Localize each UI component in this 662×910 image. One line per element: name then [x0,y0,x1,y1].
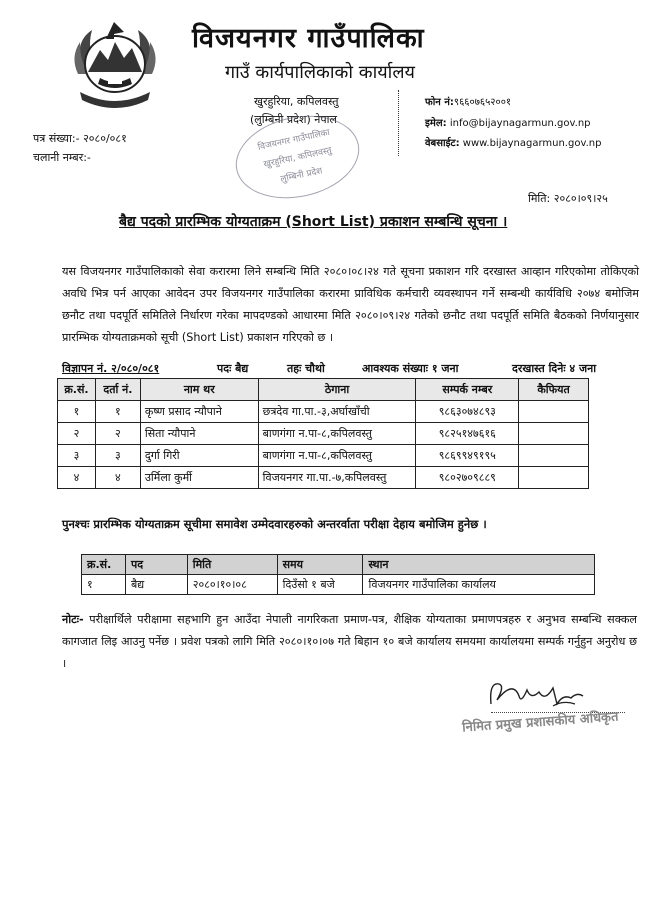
org-name: विजयनगर गाउँपालिका [192,23,425,54]
col-serial: क्र.सं. [58,379,96,401]
email-value: info@bijaynagarmun.gov.np [449,118,591,129]
office-name: गाउँ कार्यपालिकाको कार्यालय [225,62,415,83]
email-label: इमेल: [425,118,447,129]
cell-serial: ३ [58,445,96,467]
col-date: मिति [187,555,277,575]
cell-address: छत्रदेव गा.पा.-३,अर्घाखाँची [258,401,416,423]
address-line-1: खुरहुरिया, कपिलवस्तु [254,95,339,108]
table-row [58,445,589,467]
post-name: पदः बैद्य [217,362,249,375]
col-reg-no: दर्ता नं. [95,379,140,401]
cell-name: कृष्ण प्रसाद न्यौपाने [140,401,258,423]
interview-table [81,554,595,595]
seal-line-1: विजयनगर गाउँपालिका [257,127,331,153]
col-remarks: कैफियत [519,379,589,401]
note-text: परीक्षार्थिले परीक्षामा सहभागि हुन आउँदा नेपाली नागरिकता प्रमाण-पत्र, शैक्षिक योग्यताका प्रमाणपत्रहरु र अनुभव सम्बन्धि सक्कल कागजात लिइ आउनु पर्नेछ । प्रवेश पत्रको लागि मिति २०८०।१०।०७ गते बिहान १० बजे कार्यालय समयमा कार्यालयमा सम्पर्क गर्नुहुन अनुरोध छ । [62,613,637,670]
cell-post: बैद्य [125,575,187,595]
col-venue: स्थान [363,555,595,575]
note-paragraph [62,609,637,675]
col-name: नाम थर [140,379,258,401]
table-row [82,575,595,595]
cell-address: विजयनगर गा.पा.-७,कपिलवस्तु [258,467,416,489]
cell-serial: १ [58,401,96,423]
cell-serial: १ [82,575,126,595]
cell-name: दुर्गा गिरी [140,445,258,467]
cell-contact: ९८०२७०९८८९ [416,467,519,489]
table-row [58,401,589,423]
email-row [425,115,591,129]
table-row [58,467,589,489]
cell-name: उर्मिला कुर्मी [140,467,258,489]
cell-address: बाणगंगा न.पा-८,कपिलवस्तु [258,423,416,445]
website-label: वेबसाईट: [425,138,460,149]
interview-notice: पुनश्चः प्रारम्भिक योग्यताक्रम सूचीमा समावेश उम्मेदवारहरुको अन्तरर्वाता परीक्षा देहाय बमोजिम हुनेछ । [62,517,487,531]
shortlist-table [57,378,589,489]
cell-date: २०८०।१०।०८ [187,575,277,595]
cell-serial: २ [58,423,96,445]
cell-remarks [519,401,589,423]
cell-remarks [519,445,589,467]
col-contact: सम्पर्क नम्बर [416,379,519,401]
address-line-2: (लुम्बिनी प्रदेश) नेपाल [250,113,337,126]
seal-line-3: लुम्बिनी प्रदेश [279,166,324,185]
cell-time: दिउँसो १ बजे [277,575,363,595]
notice-subject: बैद्य पदको प्रारम्भिक योग्यताक्रम (Short List) प्रकाशन सम्बन्धि सूचना । [119,214,508,230]
cell-contact: ९८६३०७४८९३ [416,401,519,423]
cell-reg-no: ३ [95,445,140,467]
signatory-title: निमित प्रमुख प्रशासकीय अधिकृत [461,709,619,736]
phone-value: ९६६०७६५२००१ [453,97,512,108]
table-row [58,423,589,445]
cell-reg-no: ४ [95,467,140,489]
cell-remarks [519,423,589,445]
cell-address: बाणगंगा न.पा-८,कपिलवस्तु [258,445,416,467]
reference-number: पत्र संख्या:- २०८०/०८१ [33,132,127,145]
shortlist-header-row [58,379,589,401]
applicant-count: दरखास्त दिनेः ४ जना [512,362,597,375]
cell-reg-no: १ [95,401,140,423]
office-seal-stamp [228,105,367,209]
cell-serial: ४ [58,467,96,489]
phone-label: फोन नं: [425,97,454,108]
cell-venue: विजयनगर गाउँपालिका कार्यालय [363,575,595,595]
required-count: आवश्यक संख्याः १ जना [362,362,459,375]
cell-remarks [519,467,589,489]
notice-body: यस विजयनगर गाउँपालिकाको सेवा करारमा लिने सम्बन्धि मिति २०८०।०८।२४ गते सूचना प्रकाशन गरि दरखास्त आव्हान गरिएकोमा तोकिएको अवधि भित्र पर्न आएका आवेदन उपर विजयनगर गाउँपालिका करारमा प्राविधिक कर्मचारी व्यवस्थापन गर्ने सम्बन्धी कार्यविधि २०७४ बमोजिम छनौट तथा पदपूर्ति समितिले निर्धारण गरेका मापदण्डको आधारमा मिति २०८०।०९।२४ गतेको छनौट तथा पदपूर्ति समिति बैठकको निर्णयानुसार प्रारम्भिक योग्यताक्रमको सूची (Short List) प्रकाशन गरिएको छ । [62,265,639,344]
dispatch-number: चलानी नम्बर:- [33,151,91,164]
contact-box [398,90,602,156]
website-row [425,135,601,149]
ad-number: विज्ञापन नं. २/०८०/०८१ [62,362,160,375]
cell-reg-no: २ [95,423,140,445]
seal-line-2: खुरहुरिया, कपिलवस्तु [262,145,333,171]
cell-contact: ९८२५१४७६१६ [416,423,519,445]
post-level: तहः चौथो [287,362,325,375]
website-value: www.bijaynagarmun.gov.np [462,138,602,149]
phone-row [425,94,511,108]
letter-date: मिति: २०८०।०९।२५ [528,192,608,205]
col-post: पद [125,555,187,575]
cell-name: सिता न्यौपाने [140,423,258,445]
cell-contact: ९८६९९४९१९५ [416,445,519,467]
signature [483,674,593,714]
col-address: ठेगाना [258,379,416,401]
interview-header-row [82,555,595,575]
col-time: समय [277,555,363,575]
note-label: नोटः- [62,613,84,626]
vacancy-details [62,361,622,377]
municipality-emblem-icon [60,12,170,122]
col-serial: क्र.सं. [82,555,126,575]
